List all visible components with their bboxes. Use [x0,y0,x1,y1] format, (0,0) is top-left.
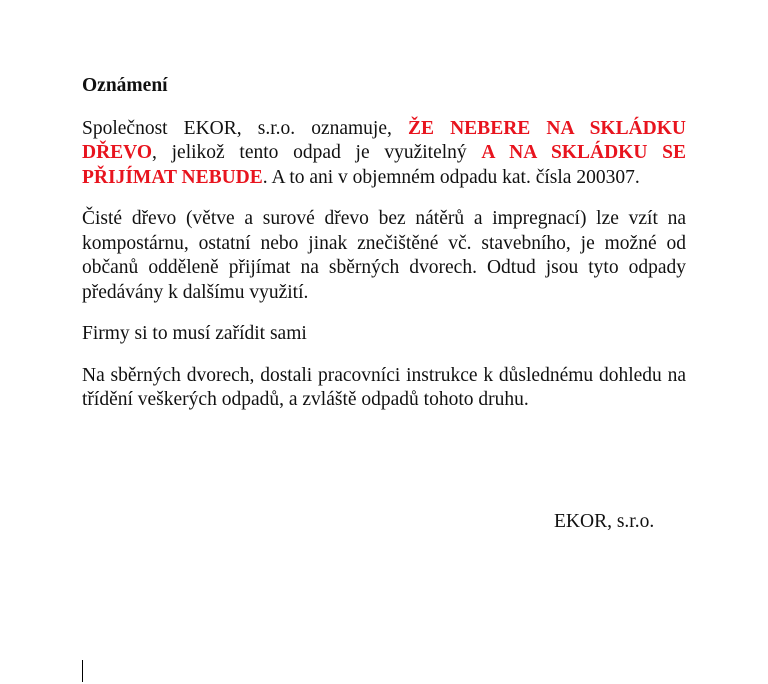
text-run: . A to ani v objemném odpadu kat. čísla 200307. [262,166,640,188]
text-run: , jelikož tento odpad je využitelný [152,142,482,163]
paragraph-clean-wood: Čisté dřevo (větve a surové dřevo bez nátěrů a impregnací) lze vzít na kompostárnu, ostatní nebo jinak znečištěné vč. stavebního, je možné od občanů odděleně přijímat na sběrných dvorech. Odtud jsou tyto odpady předávány k dalšímu využití. [82,208,686,303]
paragraph-announcement [82,117,686,191]
paragraph-collection-yards: Na sběrných dvorech, dostali pracovníci instrukce k důslednému dohledu na třídění veškerých odpadů, a zvláště odpadů tohoto druhu. [82,364,686,410]
document-title: Oznámení [82,75,168,96]
text-run: Společnost EKOR, s.r.o. oznamuje, [82,117,408,139]
signature: EKOR, s.r.o. [554,511,655,532]
paragraph-companies: Firmy si to musí zařídit sami [82,323,307,344]
highlight-text: A NA SKLÁDKU SE PŘIJÍMAT NEBUDE [82,142,686,188]
document-body [82,74,686,430]
highlight-text: ŽE NEBERE NA SKLÁDKU DŘEVO [82,117,686,163]
text-cursor[interactable] [82,660,83,682]
